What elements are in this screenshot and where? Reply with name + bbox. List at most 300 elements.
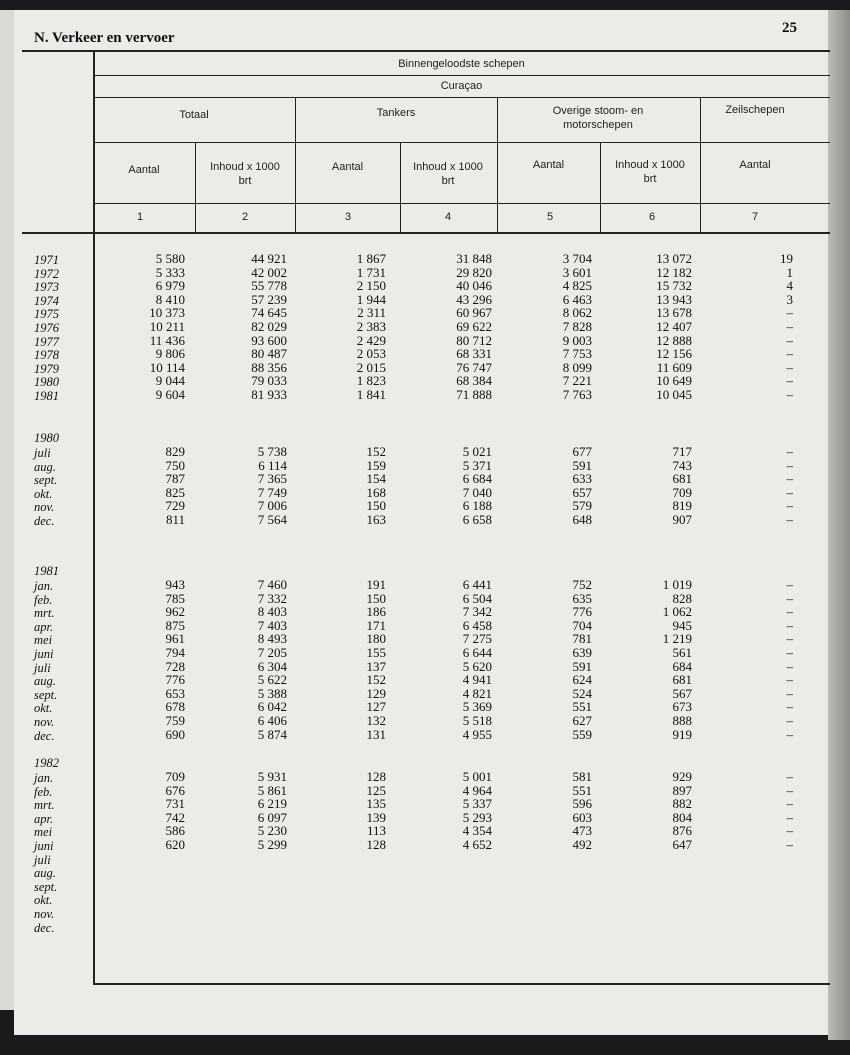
table-cell: 191 xyxy=(366,577,386,592)
table-cell: 125 xyxy=(366,782,386,798)
table-cell: 7 006 xyxy=(257,498,287,514)
column-number: 3 xyxy=(344,211,352,223)
column-number: 2 xyxy=(241,211,249,223)
table-cell: 150 xyxy=(366,498,386,514)
row-label: juni xyxy=(34,647,54,661)
block-year-label: 1980 xyxy=(34,431,59,445)
header-bottom-rule xyxy=(22,232,830,234)
table-cell: – xyxy=(786,471,793,487)
table-cell: 4 354 xyxy=(462,823,492,839)
table-cell: 9 003 xyxy=(562,332,592,348)
table-cell: – xyxy=(786,713,793,728)
table-cell: 624 xyxy=(572,672,592,688)
table-cell: 81 933 xyxy=(251,387,287,402)
table-cell: – xyxy=(786,796,793,812)
subcol-header: Aantal xyxy=(739,159,771,171)
table-cell: 1 841 xyxy=(356,387,386,402)
table-cell: 657 xyxy=(572,484,592,500)
table-cell: 677 xyxy=(572,444,592,459)
table-cell: 648 xyxy=(572,512,592,527)
table-cell: 3 704 xyxy=(562,251,592,266)
table-cell: 55 778 xyxy=(251,278,287,294)
table-cell: 128 xyxy=(366,837,386,852)
table-cell: 9 044 xyxy=(155,373,185,389)
table-cell: 5 230 xyxy=(257,823,287,839)
row-label: jan. xyxy=(34,771,54,785)
table-cell: 12 888 xyxy=(656,332,692,348)
table-cell: 2 150 xyxy=(356,278,386,294)
row-label: 1973 xyxy=(34,280,59,295)
table-cell: 7 221 xyxy=(562,373,592,389)
table-cell: 690 xyxy=(165,726,185,742)
table-cell: 524 xyxy=(572,685,592,701)
table-cell: 776 xyxy=(572,604,592,620)
table-cell: 1 823 xyxy=(356,373,386,389)
table-cell: – xyxy=(786,590,793,606)
table-cell: 5 001 xyxy=(462,769,492,784)
table-cell: – xyxy=(786,498,793,514)
row-label: juni xyxy=(34,839,54,853)
table-cell: 627 xyxy=(572,713,592,728)
group-totaal: Totaal xyxy=(179,109,209,121)
table-cell: 128 xyxy=(366,769,386,784)
table-cell: 13 072 xyxy=(656,251,692,266)
table-cell: – xyxy=(786,457,793,473)
block-year-label: 1982 xyxy=(34,756,59,770)
table-cell: 943 xyxy=(165,577,185,592)
table-cell: 567 xyxy=(672,685,692,701)
table-cell: 729 xyxy=(165,498,185,514)
table-cell: 1 944 xyxy=(356,291,386,307)
row-label: feb. xyxy=(34,784,53,799)
table-cell: 907 xyxy=(672,512,692,527)
table-cell: 186 xyxy=(366,604,386,620)
table-cell: 113 xyxy=(366,823,386,839)
row-label: 1981 xyxy=(34,389,59,403)
subcol-header: Inhoud x 1000 brt xyxy=(210,161,280,187)
table-cell: 11 436 xyxy=(149,332,185,348)
table-cell: 5 388 xyxy=(257,685,287,701)
group-tankers: Tankers xyxy=(376,107,416,119)
table-cell: 2 383 xyxy=(356,319,386,334)
table-cell: 8 403 xyxy=(257,604,287,620)
group-zeilschepen: Zeilschepen xyxy=(725,104,785,116)
table-cell: 7 332 xyxy=(257,590,287,606)
table-cell: 7 763 xyxy=(562,387,592,402)
table-cell: 7 365 xyxy=(257,471,287,487)
row-label: dec. xyxy=(34,514,55,528)
table-cell: – xyxy=(786,305,793,321)
row-label: 1979 xyxy=(34,361,59,376)
block-year-label: 1981 xyxy=(34,564,59,578)
header-main: Binnengeloodste schepen xyxy=(398,58,525,70)
table-cell: 12 407 xyxy=(656,319,692,334)
row-label: mrt. xyxy=(34,798,55,813)
table-cell: 10 114 xyxy=(149,359,185,375)
table-cell: 79 033 xyxy=(251,373,287,389)
table-cell: 8 099 xyxy=(562,359,592,375)
table-cell: 6 463 xyxy=(562,291,592,307)
table-cell: – xyxy=(786,769,793,784)
table-cell: 6 504 xyxy=(462,590,492,606)
row-label: okt. xyxy=(34,486,53,501)
table-cell: 1 731 xyxy=(356,264,386,280)
table-cell: 88 356 xyxy=(251,359,287,375)
table-cell: 2 053 xyxy=(356,346,386,362)
table-cell: 6 658 xyxy=(462,512,492,527)
table-cell: 171 xyxy=(366,617,386,633)
rule xyxy=(93,203,830,204)
table-cell: 5 293 xyxy=(462,809,492,825)
table-cell: 473 xyxy=(572,823,592,839)
table-cell: 794 xyxy=(165,645,185,660)
row-label: sept. xyxy=(34,687,58,702)
table-cell: 1 219 xyxy=(662,631,692,647)
subcol-header: Aantal xyxy=(128,164,160,176)
subcol-header: Aantal xyxy=(532,159,565,171)
table-cell: 5 622 xyxy=(257,672,287,688)
table-cell: 6 441 xyxy=(462,577,492,592)
table-cell: 6 097 xyxy=(257,809,287,825)
table-cell: 678 xyxy=(165,699,185,715)
row-label: dec. xyxy=(34,920,55,935)
table-cell: – xyxy=(786,685,793,701)
table-cell: 5 299 xyxy=(257,837,287,852)
subcol-header: Aantal xyxy=(331,161,364,173)
table-cell: – xyxy=(786,444,793,459)
table-cell: 5 580 xyxy=(155,251,185,266)
row-label: juli xyxy=(34,446,51,460)
table-cell: 581 xyxy=(572,769,592,784)
table-cell: 139 xyxy=(366,809,386,825)
table-cell: 919 xyxy=(672,726,692,742)
table-cell: – xyxy=(786,645,793,660)
table-cell: 131 xyxy=(366,726,386,742)
table-cell: – xyxy=(786,484,793,500)
table-cell: 1 019 xyxy=(662,577,692,592)
table-cell: 709 xyxy=(672,484,692,500)
table-cell: 19 xyxy=(780,251,793,266)
page-edge-shadow xyxy=(828,10,850,1040)
table-cell: 620 xyxy=(165,837,185,852)
table-bottom-rule xyxy=(93,983,830,985)
table-cell: 180 xyxy=(366,631,386,647)
row-label: 1971 xyxy=(34,253,59,267)
table-cell: – xyxy=(786,809,793,825)
column-number: 4 xyxy=(444,211,452,223)
table-cell: 10 373 xyxy=(149,305,185,321)
row-label: aug. xyxy=(34,459,56,474)
table-cell: 10 211 xyxy=(149,319,185,334)
row-label: aug. xyxy=(34,674,56,689)
table-cell: 586 xyxy=(165,823,185,839)
table-cell: 42 002 xyxy=(251,264,287,280)
table-cell: 13 678 xyxy=(656,305,692,321)
table-cell: 152 xyxy=(366,444,386,459)
table-cell: 154 xyxy=(366,471,386,487)
table-cell: 7 403 xyxy=(257,617,287,633)
table-cell: 591 xyxy=(572,658,592,674)
table-cell: – xyxy=(786,782,793,798)
table-cell: 6 684 xyxy=(462,471,492,487)
row-label: 1974 xyxy=(34,293,59,308)
table-cell: 4 821 xyxy=(462,685,492,701)
table-cell: 811 xyxy=(165,512,185,527)
table-cell: 676 xyxy=(165,782,185,798)
table-cell: 15 732 xyxy=(656,278,692,294)
table-cell: – xyxy=(786,512,793,527)
table-cell: – xyxy=(786,577,793,592)
row-label: mei xyxy=(34,633,53,648)
table-cell: – xyxy=(786,319,793,334)
table-cell: 728 xyxy=(165,658,185,674)
subcol-header: Inhoud x 1000 brt xyxy=(413,161,483,187)
table-cell: 596 xyxy=(572,796,592,812)
row-label: mrt. xyxy=(34,606,55,621)
table-cell: 759 xyxy=(165,713,185,728)
table-cell: 4 955 xyxy=(462,726,492,742)
table-cell: 2 429 xyxy=(356,332,386,348)
table-cell: 4 825 xyxy=(562,278,592,294)
table-cell: 74 645 xyxy=(251,305,287,321)
table-cell: 559 xyxy=(572,726,592,742)
table-cell: 875 xyxy=(165,617,185,633)
table-cell: 40 046 xyxy=(456,278,492,294)
table-cell: 787 xyxy=(165,471,185,487)
table-cell: 7 828 xyxy=(562,319,592,334)
table-cell: – xyxy=(786,672,793,688)
table-cell: 155 xyxy=(366,645,386,660)
table-cell: 163 xyxy=(366,512,386,527)
table-cell: – xyxy=(786,726,793,742)
table-cell: 717 xyxy=(672,444,692,459)
row-label: juli xyxy=(34,660,51,675)
row-label: 1980 xyxy=(34,375,59,390)
table-cell: 8 062 xyxy=(562,305,592,321)
table-cell: 6 979 xyxy=(155,278,185,294)
table-cell: 551 xyxy=(572,699,592,715)
table-cell: 9 806 xyxy=(155,346,185,362)
table-cell: 603 xyxy=(572,809,592,825)
table-cell: 1 062 xyxy=(662,604,692,620)
row-label: dec. xyxy=(34,728,55,743)
table-cell: 57 239 xyxy=(251,291,287,307)
row-label: sept. xyxy=(34,473,58,488)
table-cell: 71 888 xyxy=(456,387,492,402)
table-cell: 80 487 xyxy=(251,346,287,362)
table-cell: 2 311 xyxy=(357,305,386,321)
table-cell: 6 458 xyxy=(462,617,492,633)
table-cell: – xyxy=(786,617,793,633)
row-label: okt. xyxy=(34,893,53,908)
table-cell: 68 331 xyxy=(456,346,492,362)
row-label: 1978 xyxy=(34,348,59,363)
table-cell: 6 114 xyxy=(258,457,287,473)
table-cell: 929 xyxy=(672,769,692,784)
table-cell: 639 xyxy=(572,645,592,660)
table-cell: 129 xyxy=(366,685,386,701)
table-cell: 1 xyxy=(786,264,793,280)
table-cell: 159 xyxy=(366,457,386,473)
table-cell: 781 xyxy=(572,631,592,647)
table-cell: 5 371 xyxy=(462,457,492,473)
rule xyxy=(93,97,830,98)
column-number: 6 xyxy=(648,211,656,223)
table-cell: 168 xyxy=(366,484,386,500)
table-cell: 752 xyxy=(572,577,592,592)
table-cell: 704 xyxy=(572,617,592,633)
table-cell: – xyxy=(786,332,793,348)
table-cell: – xyxy=(786,699,793,715)
table-cell: 5 738 xyxy=(257,444,287,459)
table-cell: 69 622 xyxy=(456,319,492,334)
table-cell: 8 410 xyxy=(155,291,185,307)
row-label: jan. xyxy=(34,579,54,593)
table-cell: – xyxy=(786,631,793,647)
table-cell: 31 848 xyxy=(456,251,492,266)
table-cell: 11 609 xyxy=(656,359,692,375)
table-top-rule xyxy=(22,50,830,52)
table-cell: 4 964 xyxy=(462,782,492,798)
table-cell: 888 xyxy=(672,713,692,728)
table-cell: 150 xyxy=(366,590,386,606)
row-label: 1975 xyxy=(34,307,59,322)
table-cell: 152 xyxy=(366,672,386,688)
table-cell: 750 xyxy=(165,457,185,473)
table-cell: 579 xyxy=(572,498,592,514)
row-label: mei xyxy=(34,825,53,840)
table-cell: 7 205 xyxy=(257,645,287,660)
table-cell: 6 188 xyxy=(462,498,492,514)
table-cell: – xyxy=(786,359,793,375)
table-cell: 551 xyxy=(572,782,592,798)
subcol-header: Inhoud x 1000 brt xyxy=(615,159,685,185)
table-cell: 4 941 xyxy=(462,672,492,688)
table-cell: – xyxy=(786,823,793,839)
table-cell: 44 921 xyxy=(251,251,287,266)
table-cell: 591 xyxy=(572,457,592,473)
table-cell: 882 xyxy=(672,796,692,812)
table-cell: 8 493 xyxy=(257,631,287,647)
table-cell: 10 045 xyxy=(656,387,692,402)
row-label: okt. xyxy=(34,701,53,716)
table-cell: 804 xyxy=(672,809,692,825)
table-cell: 684 xyxy=(672,658,692,674)
table-cell: 4 652 xyxy=(462,837,492,852)
table-cell: 635 xyxy=(572,590,592,606)
row-label: nov. xyxy=(34,500,55,515)
table-cell: 80 712 xyxy=(456,332,492,348)
header-region: Curaçao xyxy=(440,80,483,92)
table-cell: 633 xyxy=(572,471,592,487)
row-label: nov. xyxy=(34,715,55,729)
table-cell: 561 xyxy=(672,645,692,660)
table-cell: 12 182 xyxy=(656,264,692,280)
table-cell: 10 649 xyxy=(656,373,692,389)
table-cell: 5 861 xyxy=(257,782,287,798)
table-cell: 945 xyxy=(672,617,692,633)
rule xyxy=(600,142,601,232)
table-cell: 7 749 xyxy=(257,484,287,500)
table-cell: 60 967 xyxy=(456,305,492,321)
table-cell: 876 xyxy=(672,823,692,839)
table-cell: 5 021 xyxy=(462,444,492,459)
rule xyxy=(195,142,196,232)
table-cell: 962 xyxy=(165,604,185,620)
table-cell: 127 xyxy=(366,699,386,715)
row-label: apr. xyxy=(34,619,54,634)
table-cell: 7 342 xyxy=(462,604,492,620)
table-cell: 6 219 xyxy=(257,796,287,812)
column-number: 7 xyxy=(751,211,759,223)
table-cell: 492 xyxy=(572,837,592,852)
row-label: 1977 xyxy=(34,334,59,349)
table-cell: 93 600 xyxy=(251,332,287,348)
table-cell: 76 747 xyxy=(456,359,492,375)
table-cell: 785 xyxy=(165,590,185,606)
table-cell: 4 xyxy=(786,278,793,294)
table-cell: 6 042 xyxy=(257,699,287,715)
table-cell: – xyxy=(786,346,793,362)
table-cell: 13 943 xyxy=(656,291,692,307)
page-number: 25 xyxy=(782,20,797,36)
table-cell: 7 753 xyxy=(562,346,592,362)
column-number: 1 xyxy=(136,211,144,223)
table-cell: 12 156 xyxy=(656,346,692,362)
column-number: 5 xyxy=(546,211,554,223)
table-cell: 653 xyxy=(165,685,185,701)
table-cell: 681 xyxy=(672,672,692,688)
table-cell: 709 xyxy=(165,769,185,784)
table-cell: – xyxy=(786,837,793,852)
table-cell: 681 xyxy=(672,471,692,487)
table-cell: 3 601 xyxy=(562,264,592,280)
table-cell: 897 xyxy=(672,782,692,798)
table-cell: 7 275 xyxy=(462,631,492,647)
table-cell: 961 xyxy=(165,631,185,647)
table-cell: 5 337 xyxy=(462,796,492,812)
table-cell: 6 644 xyxy=(462,645,492,660)
table-cell: 29 820 xyxy=(456,264,492,280)
table-cell: 135 xyxy=(366,796,386,812)
table-cell: 68 384 xyxy=(456,373,492,389)
table-cell: 5 620 xyxy=(462,658,492,674)
table-cell: 828 xyxy=(672,590,692,606)
table-cell: 3 xyxy=(786,291,793,307)
rule xyxy=(93,142,830,143)
table-cell: 5 518 xyxy=(462,713,492,728)
table-cell: 825 xyxy=(165,484,185,500)
table-cell: 137 xyxy=(366,658,386,674)
row-label: aug. xyxy=(34,866,56,881)
table-cell: 43 296 xyxy=(456,291,492,307)
table-cell: – xyxy=(786,604,793,620)
table-cell: 7 460 xyxy=(257,577,287,592)
table-cell: 7 564 xyxy=(257,512,287,527)
table-cell: – xyxy=(786,658,793,674)
table-cell: 6 304 xyxy=(257,658,287,674)
table-cell: 819 xyxy=(672,498,692,514)
table-cell: 742 xyxy=(165,809,185,825)
rule xyxy=(93,75,830,76)
row-label: 1972 xyxy=(34,266,59,281)
section-title: N. Verkeer en vervoer xyxy=(34,30,175,46)
table-cell: 132 xyxy=(366,713,386,728)
table-cell: 5 369 xyxy=(462,699,492,715)
group-overige: Overige stoom- en motorschepen xyxy=(552,105,644,131)
table-cell: 5 333 xyxy=(155,264,185,280)
table-cell: 82 029 xyxy=(251,319,287,334)
